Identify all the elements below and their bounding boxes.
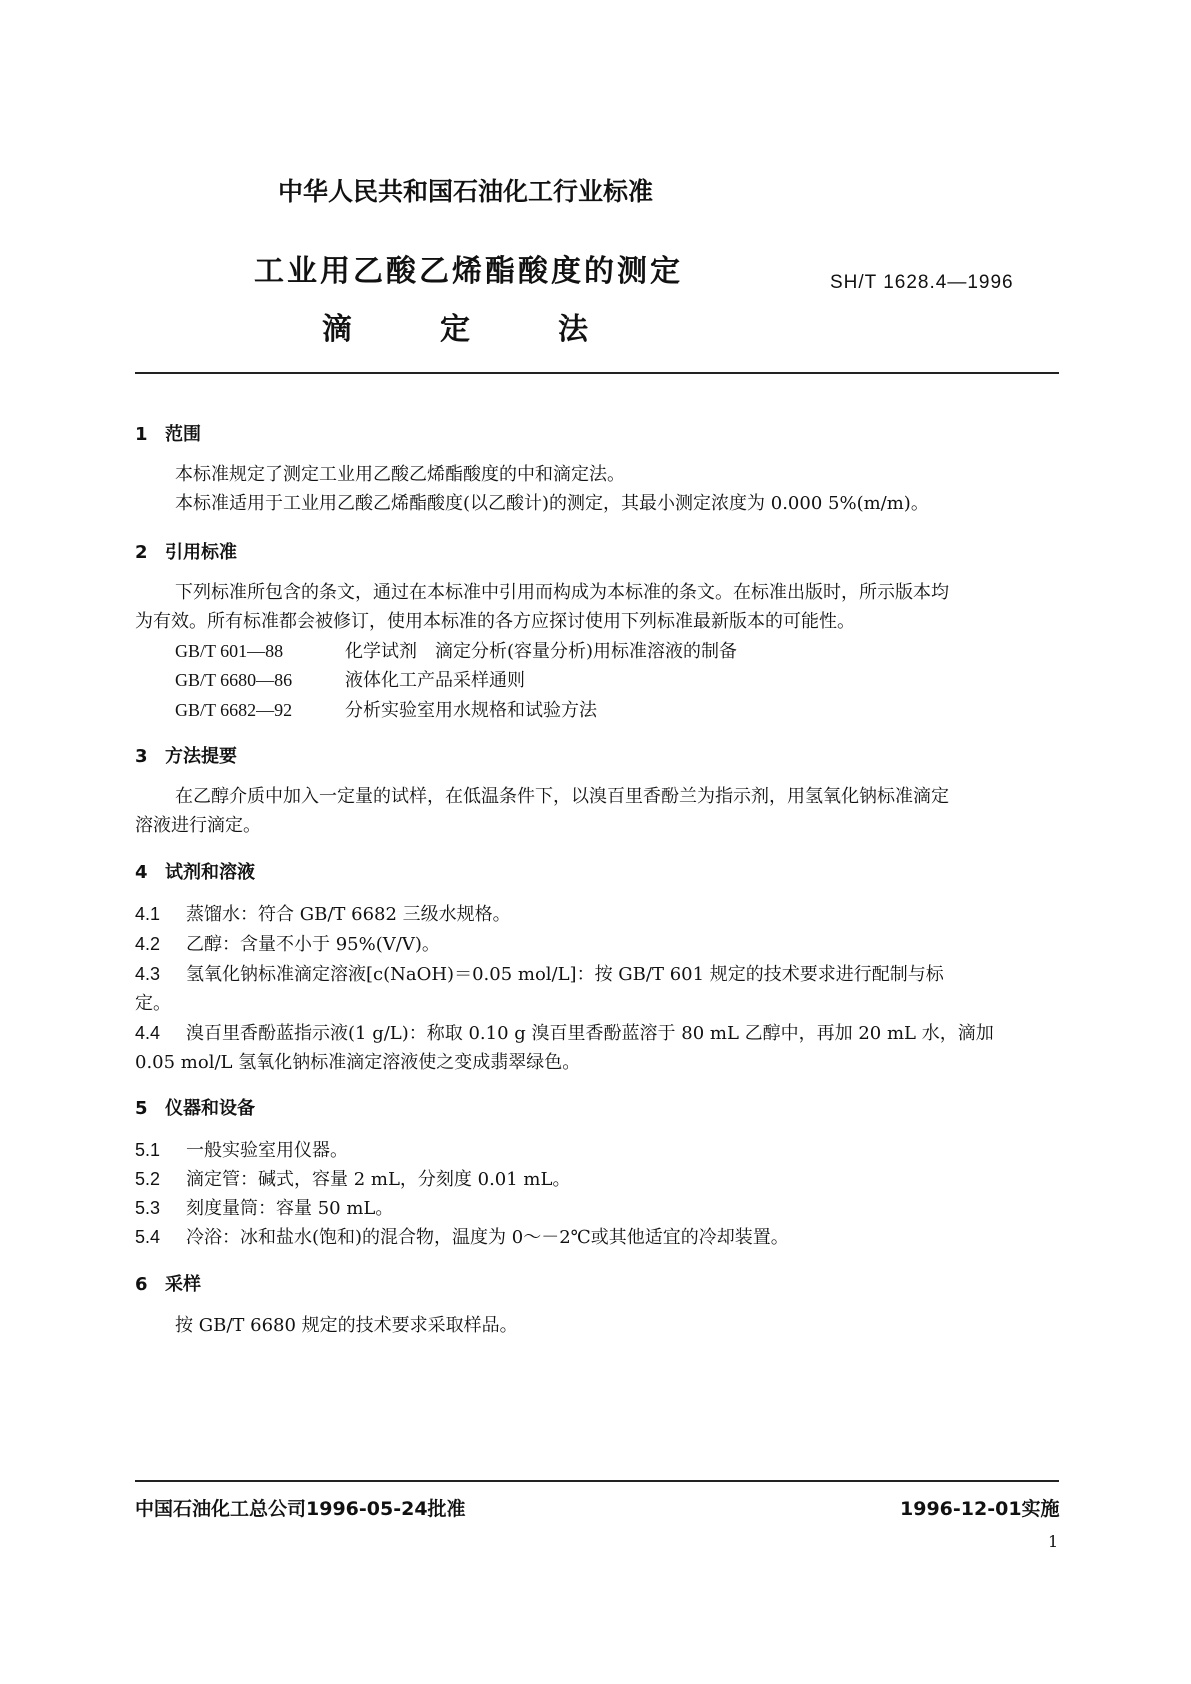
section-number: 2 bbox=[135, 542, 148, 563]
apparatus-clause bbox=[135, 1223, 789, 1249]
section-title: 试剂和溶液 bbox=[165, 862, 255, 883]
section-number: 4 bbox=[135, 862, 148, 883]
clause-text: 一般实验室用仪器。 bbox=[186, 1140, 348, 1161]
apparatus-clause bbox=[135, 1136, 348, 1162]
section-number: 6 bbox=[135, 1274, 148, 1295]
reagent-clause bbox=[135, 930, 440, 956]
title-char-3: 法 bbox=[558, 312, 588, 347]
apparatus-clause bbox=[135, 1194, 393, 1220]
reference-code: GB/T 601—88 bbox=[175, 641, 284, 661]
scope-paragraph-2: 本标准适用于工业用乙酸乙烯酯酸度(以乙酸计)的测定，其最小测定浓度为 0.000 5%(m/m)。 bbox=[175, 493, 929, 514]
document-title: 工业用乙酸乙烯酯酸度的测定 bbox=[254, 254, 683, 289]
clause-number: 4.3 bbox=[135, 964, 161, 984]
clause-text: 溴百里香酚蓝指示液(1 g/L)：称取 0.10 g 溴百里香酚蓝溶于 80 mL 乙醇中，再加 20 mL 水，滴加 bbox=[186, 1023, 994, 1044]
clause-text: 滴定管：碱式，容量 2 mL，分刻度 0.01 mL。 bbox=[186, 1169, 571, 1190]
clause-text: 氢氧化钠标准滴定溶液[c(NaOH)＝0.05 mol/L]：按 GB/T 601 规定的技术要求进行配制与标 bbox=[186, 964, 944, 985]
references-intro-line-1: 下列标准所包含的条文，通过在本标准中引用而构成为本标准的条文。在标准出版时，所示版本均 bbox=[175, 582, 949, 603]
reagent-clause bbox=[135, 900, 511, 926]
clause-number: 5.4 bbox=[135, 1227, 161, 1247]
reference-code: GB/T 6680—86 bbox=[175, 670, 293, 690]
section-5-heading bbox=[135, 1094, 255, 1120]
section-4-heading bbox=[135, 858, 255, 884]
section-1-heading bbox=[135, 420, 201, 446]
title-char-2: 定 bbox=[440, 312, 470, 347]
clause-number: 5.2 bbox=[135, 1169, 161, 1189]
section-title: 引用标准 bbox=[165, 542, 237, 563]
clause-continuation: 0.05 mol/L 氢氧化钠标准滴定溶液使之变成翡翠绿色。 bbox=[135, 1052, 581, 1073]
clause-text: 刻度量筒：容量 50 mL。 bbox=[186, 1198, 394, 1219]
section-number: 5 bbox=[135, 1098, 148, 1119]
clause-number: 4.4 bbox=[135, 1023, 161, 1043]
principle-line-2: 溶液进行滴定。 bbox=[135, 815, 261, 836]
apparatus-clause bbox=[135, 1165, 570, 1191]
section-title: 范围 bbox=[165, 424, 201, 445]
scope-paragraph-1: 本标准规定了测定工业用乙酸乙烯酯酸度的中和滴定法。 bbox=[175, 464, 625, 485]
page-number: 1 bbox=[1048, 1532, 1059, 1551]
section-6-heading bbox=[135, 1270, 201, 1296]
section-3-heading bbox=[135, 742, 237, 768]
section-2-heading bbox=[135, 538, 237, 564]
clause-continuation: 定。 bbox=[135, 993, 171, 1014]
section-title: 方法提要 bbox=[165, 746, 237, 767]
section-number: 3 bbox=[135, 746, 148, 767]
effective-date: 1996-12-01实施 bbox=[900, 1498, 1060, 1520]
clause-text: 冷浴：冰和盐水(饱和)的混合物，温度为 0～－2℃或其他适宜的冷却装置。 bbox=[186, 1227, 789, 1248]
sampling-text: 按 GB/T 6680 规定的技术要求采取样品。 bbox=[175, 1315, 518, 1336]
header-divider bbox=[135, 372, 1059, 374]
section-number: 1 bbox=[135, 424, 148, 445]
reference-title: 分析实验室用水规格和试验方法 bbox=[345, 700, 597, 721]
clause-number: 5.3 bbox=[135, 1198, 161, 1218]
reference-item bbox=[175, 637, 737, 663]
footer-divider bbox=[135, 1480, 1059, 1482]
section-title: 采样 bbox=[165, 1274, 201, 1295]
reference-title: 化学试剂 滴定分析(容量分析)用标准溶液的制备 bbox=[345, 641, 738, 662]
reference-title: 液体化工产品采样通则 bbox=[345, 670, 525, 691]
reference-item bbox=[175, 696, 597, 722]
principle-line-1: 在乙醇介质中加入一定量的试样，在低温条件下，以溴百里香酚兰为指示剂，用氢氧化钠标准滴定 bbox=[175, 786, 949, 807]
standard-number: SH/T 1628.4—1996 bbox=[830, 272, 1014, 293]
reagent-clause bbox=[135, 1019, 994, 1045]
title-char-1: 滴 bbox=[322, 312, 352, 347]
issuing-body: 中华人民共和国石油化工行业标准 bbox=[278, 177, 654, 206]
approval-line: 中国石油化工总公司1996-05-24批准 bbox=[135, 1498, 466, 1520]
references-intro-line-2: 为有效。所有标准都会被修订，使用本标准的各方应探讨使用下列标准最新版本的可能性。 bbox=[135, 611, 855, 632]
clause-number: 4.2 bbox=[135, 934, 161, 954]
reference-code: GB/T 6682—92 bbox=[175, 700, 293, 720]
section-title: 仪器和设备 bbox=[165, 1098, 255, 1119]
reference-item bbox=[175, 666, 525, 692]
reagent-clause bbox=[135, 960, 944, 986]
clause-text: 蒸馏水：符合 GB/T 6682 三级水规格。 bbox=[186, 904, 511, 925]
clause-text: 乙醇：含量不小于 95%(V/V)。 bbox=[186, 934, 440, 955]
clause-number: 5.1 bbox=[135, 1140, 161, 1160]
clause-number: 4.1 bbox=[135, 904, 161, 924]
